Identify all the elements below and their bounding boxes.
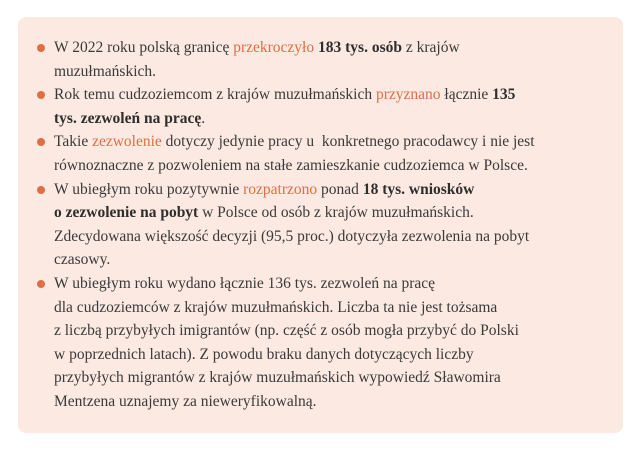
list-item: Rok temu cudzoziemcom z krajów muzułmańskich przyznano łącznie 135 tys. zezwoleń na pracę. — [36, 83, 605, 130]
bold-text: 135 — [492, 86, 516, 104]
bold-text: o zezwolenie na pobyt — [54, 204, 199, 222]
bullet-dot-icon — [37, 91, 45, 99]
highlight-text: zezwolenie — [92, 133, 162, 151]
list-item: W ubiegłym roku wydano łącznie 136 tys. zezwoleń na pracę dla cudzoziemców z krajów muzułmańskich. Liczba ta nie jest tożsama z liczbą przybyłych imigrantów (np. część z osób mogła przybyć do Polski w poprzednich latach). Z powodu braku danych dotyczących liczby przybyłych migrantów z krajów muzułmańskich wypowiedź Sławomira Mentzena uznajemy za nieweryfikowalną. — [36, 272, 605, 414]
bold-text: tys. zezwoleń na pracę — [54, 109, 202, 127]
bullet-dot-icon — [37, 186, 45, 194]
bullet-dot-icon — [37, 44, 45, 52]
highlight-text: rozpatrzono — [243, 180, 318, 198]
list-item: W ubiegłym roku pozytywnie rozpatrzono ponad 18 tys. wniosków o zezwolenie na pobyt w Polsce od osób z krajów muzułmańskich. Zdecydowana większość decyzji (95,5 proc.) dotyczyła zezwolenia na pobyt czasowy. — [36, 178, 605, 272]
bullet-dot-icon — [37, 138, 45, 146]
list-item: W 2022 roku polską granicę przekroczyło 183 tys. osób z krajów muzułmańskich. — [36, 36, 605, 83]
bold-text: 183 tys. osób — [318, 39, 402, 56]
highlight-text: przyznano — [375, 86, 441, 104]
bullet-dot-icon — [37, 280, 45, 288]
highlight-text: przekroczyło — [233, 39, 315, 56]
list-item: Takie zezwolenie dotyczy jedynie pracy u konkretnego pracodawcy i nie jest równoznaczne z pozwoleniem na stałe zamieszkanie cudzoziemca w Polsce. — [36, 130, 605, 177]
fact-box — [18, 17, 623, 433]
facts-list — [36, 36, 605, 414]
bold-text: 18 tys. wniosków — [362, 180, 475, 198]
